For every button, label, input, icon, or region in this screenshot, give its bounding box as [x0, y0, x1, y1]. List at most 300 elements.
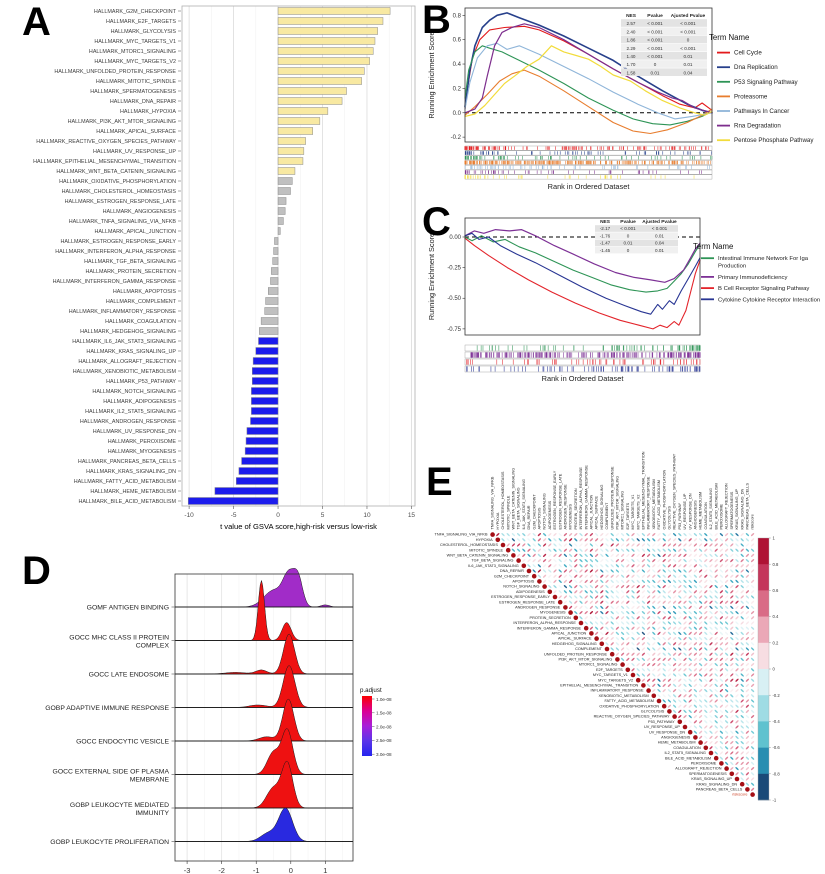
corr-cell	[693, 600, 697, 604]
corr-cell	[730, 704, 734, 708]
corr-cell	[735, 772, 739, 776]
bar	[265, 308, 278, 315]
corr-cell	[745, 683, 749, 687]
corr-cell	[725, 637, 729, 641]
corr-cell	[745, 741, 749, 745]
corr-cell	[621, 657, 625, 661]
corr-cell	[662, 605, 666, 609]
corr-cell	[610, 564, 614, 568]
panel-c-letter: C	[422, 200, 451, 244]
corr-cell	[621, 569, 625, 573]
corr-cell	[652, 668, 656, 672]
corr-cell	[548, 548, 552, 552]
corr-cell	[683, 585, 687, 589]
corr-cell	[751, 694, 755, 698]
bar-label: HALLMARK_ESTROGEN_RESPONSE_EARLY	[60, 239, 176, 246]
corr-cell	[730, 579, 734, 583]
corr-cell	[709, 741, 713, 745]
corr-cell	[610, 548, 614, 552]
corr-cell	[735, 595, 739, 599]
corr-cell	[673, 595, 677, 599]
corr-cell	[657, 595, 661, 599]
corr-cell	[532, 543, 536, 547]
corr-cell	[735, 564, 739, 568]
corr-cell	[631, 605, 635, 609]
corr-cell	[605, 590, 609, 594]
corr-cell	[740, 725, 744, 729]
corr-cell	[719, 569, 723, 573]
corr-cell	[626, 533, 630, 537]
corr-cell	[543, 559, 547, 563]
corr-cell	[735, 699, 739, 703]
bar	[266, 298, 278, 305]
bar-label: HALLMARK_HEME_METABOLISM	[90, 489, 176, 496]
colorbar-tick-label: 0.4	[772, 614, 779, 620]
bar	[278, 28, 378, 35]
row-label: TNFA_SIGNALING_VIA_NFKB	[434, 532, 488, 537]
corr-cell	[745, 772, 749, 776]
corr-cell	[621, 600, 625, 604]
corr-cell	[631, 668, 635, 672]
corr-cell	[735, 735, 739, 739]
corr-cell	[725, 699, 729, 703]
corr-cell	[678, 663, 682, 667]
corr-cell	[631, 652, 635, 656]
corr-cell	[636, 579, 640, 583]
corr-cell	[730, 559, 734, 563]
corr-cell	[579, 543, 583, 547]
corr-cell	[605, 642, 609, 646]
corr-cell	[574, 579, 578, 583]
corr-cell	[569, 605, 573, 609]
corr-cell	[709, 600, 713, 604]
corr-cell	[574, 569, 578, 573]
bar	[253, 358, 278, 365]
corr-cell	[709, 605, 713, 609]
colorbar-tick-label: -0.6	[772, 745, 780, 751]
corr-cell	[740, 533, 744, 537]
corr-cell	[688, 652, 692, 656]
bar	[278, 178, 292, 185]
corr-cell	[537, 559, 541, 563]
corr-cell	[735, 647, 739, 651]
corr-cell	[626, 579, 630, 583]
corr-cell	[714, 585, 718, 589]
corr-cell	[693, 673, 697, 677]
corr-cell	[657, 611, 661, 615]
corr-cell	[615, 579, 619, 583]
corr-cell	[745, 600, 749, 604]
corr-cell	[735, 626, 739, 630]
corr-cell	[688, 683, 692, 687]
corr-cell	[610, 600, 614, 604]
corr-cell	[735, 631, 739, 635]
corr-cell	[605, 600, 609, 604]
corr-diag-dot	[709, 751, 714, 756]
corr-cell	[647, 600, 651, 604]
corr-cell	[730, 668, 734, 672]
corr-cell	[725, 533, 729, 537]
corr-cell	[589, 616, 593, 620]
corr-cell	[714, 704, 718, 708]
corr-diag-dot	[698, 740, 703, 745]
col-label: G2M_CHECKPOINT	[532, 494, 537, 530]
bar-label: HALLMARK_MYC_TARGETS_V1	[94, 39, 176, 46]
corr-cell	[600, 621, 604, 625]
x-tick-label: 10	[363, 512, 371, 519]
panel-a	[0, 0, 420, 545]
corr-cell	[641, 663, 645, 667]
corr-cell	[615, 590, 619, 594]
corr-cell	[709, 709, 713, 713]
corr-cell	[745, 579, 749, 583]
corr-cell	[709, 683, 713, 687]
corr-cell	[699, 647, 703, 651]
corr-cell	[626, 543, 630, 547]
y-axis-title: Running Enrichment Score	[427, 31, 436, 119]
bar-label: HALLMARK_IL2_STAT5_SIGNALING	[85, 409, 176, 416]
corr-cell	[657, 559, 661, 563]
corr-cell	[704, 715, 708, 719]
corr-cell	[719, 715, 723, 719]
bar-label: HALLMARK_TGF_BETA_SIGNALING	[84, 259, 176, 266]
corr-cell	[678, 715, 682, 719]
corr-cell	[704, 673, 708, 677]
bar	[278, 138, 306, 145]
corr-cell	[563, 585, 567, 589]
row-label: IL2_STAT5_SIGNALING	[664, 751, 706, 756]
corr-cell	[595, 579, 599, 583]
legend-label: Proteasome	[734, 93, 768, 101]
corr-cell	[673, 626, 677, 630]
corr-cell	[626, 647, 630, 651]
corr-cell	[600, 553, 604, 557]
corr-cell	[683, 569, 687, 573]
corr-cell	[709, 585, 713, 589]
corr-cell	[714, 678, 718, 682]
bar-label: HALLMARK_KRAS_SIGNALING_UP	[86, 349, 176, 356]
corr-cell	[589, 564, 593, 568]
corr-cell	[569, 564, 573, 568]
corr-diag-dot	[750, 792, 755, 797]
corr-cell	[600, 637, 604, 641]
corr-cell	[647, 595, 651, 599]
corr-cell	[574, 548, 578, 552]
corr-cell	[678, 668, 682, 672]
corr-cell	[537, 533, 541, 537]
legend-label: Pathways In Cancer	[734, 108, 790, 115]
corr-cell	[678, 652, 682, 656]
corr-diag-dot	[511, 553, 516, 558]
corr-cell	[662, 668, 666, 672]
corr-cell	[699, 704, 703, 708]
bar	[273, 258, 278, 265]
corr-cell	[709, 694, 713, 698]
corr-cell	[641, 569, 645, 573]
corr-cell	[621, 595, 625, 599]
corr-diag-dot	[662, 704, 667, 709]
col-label: NOTCH_SIGNALING	[542, 493, 547, 530]
corr-cell	[667, 626, 671, 630]
corr-cell	[605, 621, 609, 625]
corr-cell	[626, 657, 630, 661]
corr-cell	[725, 730, 729, 734]
corr-cell	[537, 569, 541, 573]
corr-cell	[678, 569, 682, 573]
corr-cell	[605, 543, 609, 547]
corr-cell	[678, 574, 682, 578]
corr-cell	[740, 564, 744, 568]
corr-cell	[704, 663, 708, 667]
corr-cell	[751, 652, 755, 656]
corr-cell	[595, 590, 599, 594]
corr-cell	[636, 538, 640, 542]
corr-diag-dot	[584, 626, 589, 631]
corr-cell	[657, 631, 661, 635]
corr-cell	[740, 611, 744, 615]
corr-cell	[714, 715, 718, 719]
bar	[259, 328, 278, 335]
corr-diag-dot	[652, 694, 657, 699]
corr-diag-dot	[548, 590, 553, 595]
table-cell: 1.70	[626, 62, 636, 68]
corr-cell	[553, 538, 557, 542]
corr-cell	[662, 647, 666, 651]
corr-cell	[725, 631, 729, 635]
corr-cell	[641, 668, 645, 672]
panel-b	[420, 0, 825, 200]
corr-cell	[631, 590, 635, 594]
corr-cell	[584, 611, 588, 615]
table-cell: 2.57	[626, 21, 636, 27]
corr-cell	[714, 637, 718, 641]
corr-cell	[662, 642, 666, 646]
corr-cell	[709, 735, 713, 739]
corr-cell	[605, 548, 609, 552]
bar	[251, 388, 278, 395]
corr-diag-dot	[672, 714, 677, 719]
corr-cell	[751, 600, 755, 604]
y-tick-label: 0.8	[452, 13, 461, 20]
corr-diag-dot	[553, 595, 558, 600]
corr-cell	[647, 569, 651, 573]
col-label: CHOLESTEROL_HOMEOSTASIS	[501, 471, 506, 530]
corr-cell	[699, 533, 703, 537]
corr-cell	[693, 715, 697, 719]
corr-cell	[704, 699, 708, 703]
row-label: riskscore	[732, 792, 748, 797]
corr-cell	[699, 709, 703, 713]
corr-cell	[579, 564, 583, 568]
corr-cell	[714, 543, 718, 547]
corr-cell	[704, 543, 708, 547]
corr-cell	[610, 559, 614, 563]
corr-cell	[745, 574, 749, 578]
corr-cell	[621, 631, 625, 635]
corr-cell	[657, 673, 661, 677]
corr-cell	[667, 564, 671, 568]
panel-d-letter: D	[22, 549, 51, 593]
bar-label: HALLMARK_BILE_ACID_METABOLISM	[78, 499, 176, 506]
corr-cell	[569, 579, 573, 583]
bar	[251, 408, 278, 415]
corr-cell	[667, 621, 671, 625]
corr-cell	[589, 590, 593, 594]
corr-cell	[699, 621, 703, 625]
corr-cell	[615, 647, 619, 651]
corr-cell	[740, 699, 744, 703]
table-cell: < 0.001	[647, 54, 663, 59]
corr-cell	[751, 579, 755, 583]
corr-cell	[532, 533, 536, 537]
corr-cell	[735, 715, 739, 719]
corr-cell	[636, 559, 640, 563]
corr-cell	[667, 657, 671, 661]
corr-cell	[735, 709, 739, 713]
table-cell: 0.01	[655, 247, 664, 253]
corr-cell	[693, 725, 697, 729]
corr-cell	[725, 673, 729, 677]
corr-cell	[615, 631, 619, 635]
corr-cell	[667, 600, 671, 604]
row-label: SPERMATOGENESIS	[688, 771, 727, 776]
corr-cell	[735, 548, 739, 552]
corr-cell	[631, 543, 635, 547]
corr-cell	[543, 574, 547, 578]
corr-cell	[704, 689, 708, 693]
corr-cell	[678, 683, 682, 687]
corr-cell	[719, 605, 723, 609]
corr-cell	[543, 553, 547, 557]
corr-cell	[683, 553, 687, 557]
corr-cell	[584, 585, 588, 589]
ridge-label: GOCC ENDOCYTIC VESICLE	[76, 738, 169, 746]
corr-diag-dot	[678, 720, 683, 725]
corr-cell	[574, 595, 578, 599]
corr-cell	[745, 694, 749, 698]
row-label: KRAS_SIGNALING_UP	[691, 777, 732, 782]
corr-cell	[745, 761, 749, 765]
corr-cell	[595, 631, 599, 635]
x-tick-label: -3	[183, 866, 191, 874]
table-cell: 2.40	[626, 29, 636, 35]
corr-cell	[709, 689, 713, 693]
corr-cell	[673, 704, 677, 708]
corr-cell	[610, 605, 614, 609]
corr-cell	[688, 673, 692, 677]
corr-cell	[683, 689, 687, 693]
corr-cell	[615, 564, 619, 568]
bar-label: HALLMARK_HEDGEHOG_SIGNALING	[80, 329, 176, 336]
corr-cell	[631, 553, 635, 557]
corr-cell	[699, 543, 703, 547]
bar-label: HALLMARK_HYPOXIA	[119, 109, 176, 116]
bar	[278, 118, 320, 125]
corr-cell	[683, 616, 687, 620]
bar-label: HALLMARK_UV_RESPONSE_DN	[92, 429, 176, 436]
corr-cell	[688, 595, 692, 599]
corr-cell	[714, 746, 718, 750]
col-label: MYC_TARGETS_V2	[636, 494, 641, 530]
table-cell: 0.04	[683, 70, 693, 76]
corr-cell	[735, 704, 739, 708]
corr-cell	[641, 626, 645, 630]
corr-diag-dot	[579, 621, 584, 626]
corr-cell	[688, 548, 692, 552]
corr-cell	[693, 611, 697, 615]
corr-cell	[647, 668, 651, 672]
y-tick-label: 0.6	[452, 37, 461, 44]
corr-cell	[631, 611, 635, 615]
bar	[242, 458, 278, 465]
corr-cell	[719, 642, 723, 646]
corr-cell	[704, 652, 708, 656]
corr-cell	[704, 694, 708, 698]
corr-cell	[548, 553, 552, 557]
corr-cell	[511, 538, 515, 542]
corr-cell	[688, 678, 692, 682]
corr-cell	[605, 595, 609, 599]
corr-cell	[543, 579, 547, 583]
corr-cell	[584, 564, 588, 568]
corr-cell	[662, 600, 666, 604]
corr-cell	[610, 569, 614, 573]
col-label: GLYCOLYSIS	[667, 506, 672, 530]
corr-cell	[704, 569, 708, 573]
col-label: UNFOLDED_PROTEIN_RESPONSE	[610, 466, 615, 530]
corr-cell	[714, 590, 718, 594]
colorbar-tick-label: 0.8	[772, 561, 779, 567]
col-label: ALLOGRAFT_REJECTION	[724, 483, 729, 530]
corr-cell	[751, 637, 755, 641]
row-label: DNA_REPAIR	[499, 569, 524, 574]
bar-label: HALLMARK_APOPTOSIS	[112, 289, 176, 296]
corr-cell	[751, 543, 755, 547]
corr-cell	[605, 626, 609, 630]
corr-cell	[725, 647, 729, 651]
corr-cell	[745, 626, 749, 630]
corr-cell	[636, 569, 640, 573]
col-label: REACTIVE_OXYGEN_SPECIES_PATHWAY	[672, 453, 677, 530]
corr-cell	[595, 533, 599, 537]
corr-cell	[621, 564, 625, 568]
corr-cell	[745, 595, 749, 599]
corr-cell	[621, 590, 625, 594]
row-label: ADIPOGENESIS	[515, 589, 545, 594]
corr-cell	[719, 756, 723, 760]
table-header: Ajusted Pvalue	[670, 14, 706, 20]
corr-cell	[693, 668, 697, 672]
row-label: FATTY_ACID_METABOLISM	[604, 699, 654, 704]
corr-cell	[522, 533, 526, 537]
corr-cell	[699, 626, 703, 630]
corr-cell	[714, 642, 718, 646]
corr-cell	[517, 548, 521, 552]
corr-cell	[709, 663, 713, 667]
corr-cell	[615, 559, 619, 563]
corr-cell	[589, 553, 593, 557]
corr-cell	[699, 683, 703, 687]
corr-cell	[730, 683, 734, 687]
corr-cell	[699, 725, 703, 729]
corr-cell	[735, 621, 739, 625]
corr-cell	[595, 621, 599, 625]
corr-cell	[719, 621, 723, 625]
corr-cell	[595, 538, 599, 542]
corr-cell	[704, 647, 708, 651]
corr-cell	[605, 631, 609, 635]
corr-cell	[621, 538, 625, 542]
